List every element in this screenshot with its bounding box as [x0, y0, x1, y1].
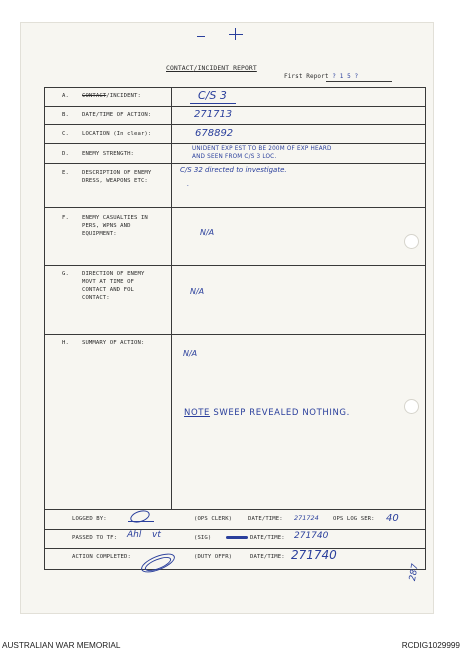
- row-g-label-line2: MOVT AT TIME OF: [82, 279, 135, 285]
- logged-by-dt-value: 271724: [294, 514, 319, 522]
- row-f-label-line2: PERS, WPNS AND: [82, 223, 131, 229]
- logged-by-role: (OPS CLERK): [194, 516, 233, 522]
- row-a-label-rest: /INCIDENT:: [106, 93, 141, 99]
- row-a-label-struck: CONTACT: [82, 93, 107, 99]
- row-g-label-line4: CONTACT:: [82, 295, 110, 301]
- row-line: [44, 207, 425, 208]
- row-h-label: SUMMARY OF ACTION:: [82, 340, 145, 346]
- pin-mark-2: [197, 36, 205, 43]
- first-report-underline: [326, 81, 392, 82]
- margin-page-number: 287: [408, 563, 421, 582]
- logged-by-label: LOGGED BY:: [72, 516, 107, 522]
- passed-to-dt-value: 271740: [294, 531, 329, 541]
- passed-to-dt-label: DATE/TIME:: [250, 535, 285, 541]
- row-b-label: DATE/TIME OF ACTION:: [82, 112, 152, 118]
- row-line: [44, 143, 425, 144]
- row-g-label-line1: DIRECTION OF ENEMY: [82, 271, 145, 277]
- form-title-struck: CONTACT: [166, 64, 194, 72]
- row-g-value: N/A: [190, 287, 205, 296]
- row-a-underline: [190, 103, 236, 104]
- row-f-label-line3: EQUIPMENT:: [82, 231, 117, 237]
- column-divider: [171, 87, 172, 509]
- row-b-value: 271713: [194, 109, 233, 120]
- action-completed-signature: [138, 553, 178, 575]
- first-report-value: ? 1 5 ?: [332, 73, 359, 80]
- row-h-value: N/A: [183, 349, 198, 358]
- action-completed-label: ACTION COMPLETED:: [72, 554, 131, 560]
- row-line: [44, 163, 425, 164]
- row-d-value-line1: UNIDENT EXP EST TO BE 200M OF EXP HEARD: [192, 146, 332, 152]
- logged-by-dt-label: DATE/TIME:: [248, 516, 283, 522]
- row-e-dash: -: [186, 183, 190, 189]
- row-h-note-label: NOTE: [184, 408, 211, 418]
- passed-to-label: PASSED TO TF:: [72, 535, 118, 541]
- first-report: [284, 73, 358, 81]
- row-d-value-line2: AND SEEN FROM C/S 3 LOC.: [192, 154, 277, 160]
- row-g-letter: G.: [62, 271, 69, 277]
- logged-by-signature: [128, 511, 154, 522]
- row-b-letter: B.: [62, 112, 69, 118]
- passed-to-dash-mark: [226, 536, 248, 539]
- first-report-label: First Report: [284, 73, 329, 80]
- row-e-label-line2: DRESS, WEAPONS ETC:: [82, 178, 148, 184]
- row-g-label-line3: CONTACT AND FOL: [82, 287, 135, 293]
- archive-footer-right: RCDIG1029999: [401, 641, 460, 650]
- row-a-letter: A.: [62, 93, 69, 99]
- form-title: [166, 64, 257, 72]
- passed-to-sig-extra: vt: [152, 530, 161, 540]
- pin-mark: [229, 28, 243, 40]
- row-f-value: N/A: [200, 228, 215, 237]
- row-line: [44, 106, 425, 107]
- row-e-label-line1: DESCRIPTION OF ENEMY: [82, 170, 152, 176]
- row-e-letter: E.: [62, 170, 69, 176]
- form-title-rest: /INCIDENT REPORT: [193, 64, 257, 72]
- passed-to-signature: Ahl: [127, 530, 142, 540]
- row-c-value: 678892: [195, 128, 234, 139]
- row-f-letter: F.: [62, 215, 69, 221]
- row-line: [44, 334, 425, 335]
- row-d-letter: D.: [62, 151, 69, 157]
- row-h-note-text: SWEEP REVEALED NOTHING.: [213, 408, 350, 418]
- row-h-letter: H.: [62, 340, 69, 346]
- logged-by-ser-label: OPS LOG SER:: [333, 516, 375, 522]
- row-line: [44, 124, 425, 125]
- row-d-label: ENEMY STRENGTH:: [82, 151, 135, 157]
- action-completed-role: (DUTY OFFR): [194, 554, 233, 560]
- action-completed-dt-label: DATE/TIME:: [250, 554, 285, 560]
- row-c-label: LOCATION (In clear):: [82, 131, 152, 137]
- row-f-label-line1: ENEMY CASUALTIES IN: [82, 215, 148, 221]
- passed-to-role: (SIG): [194, 535, 212, 541]
- row-h-note: [184, 408, 350, 418]
- row-line: [44, 548, 425, 549]
- row-e-value: C/S 32 directed to investigate.: [180, 166, 287, 174]
- action-completed-dt-value: 271740: [291, 548, 337, 562]
- row-line: [44, 529, 425, 530]
- row-c-letter: C.: [62, 131, 69, 137]
- row-line: [44, 509, 425, 510]
- row-line: [44, 265, 425, 266]
- row-a-label: [82, 93, 141, 100]
- row-a-value: C/S 3: [198, 89, 227, 102]
- logged-by-ser-value: 40: [386, 513, 399, 524]
- archive-footer-left: AUSTRALIAN WAR MEMORIAL: [2, 641, 121, 650]
